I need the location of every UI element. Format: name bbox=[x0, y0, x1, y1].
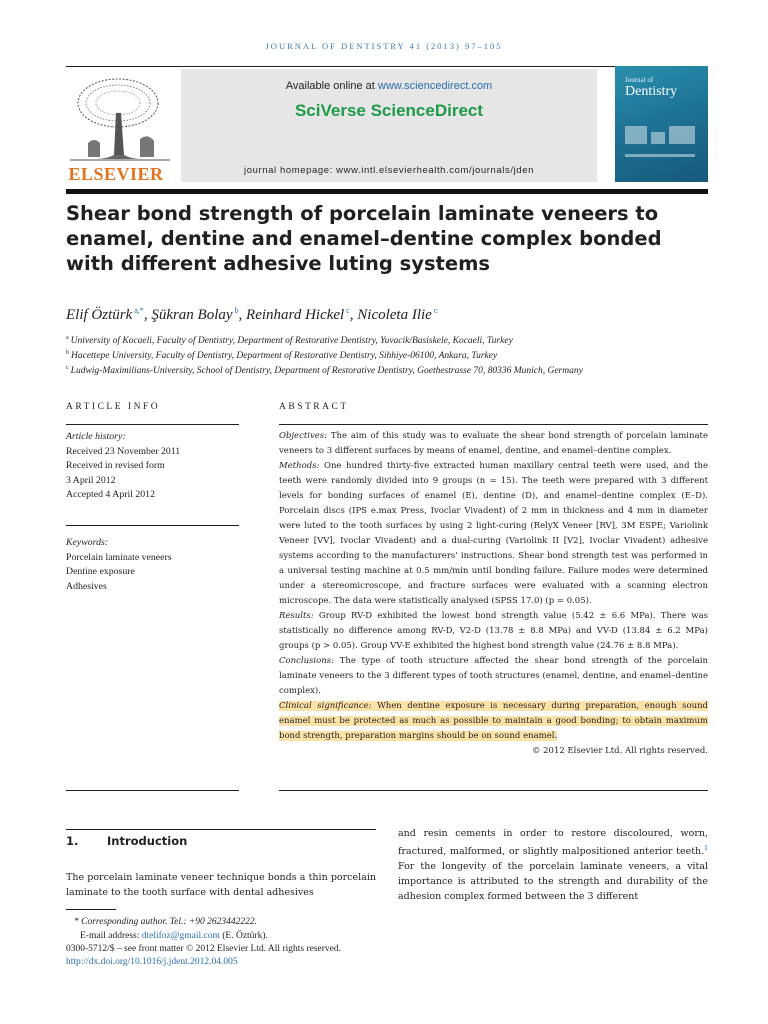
author-name: Şükran Bolay bbox=[151, 307, 233, 323]
email-note: E-mail address: dtelifoz@gmail.com (E. Öztürk). bbox=[80, 931, 268, 941]
abstract-conclusions: Conclusions: The type of tooth structure affected the shear bond strength of the porcelain laminate veneers to the 3 different types of tooth structures (enamel, dentine, and enamel–dentine complex). bbox=[279, 656, 708, 696]
available-prefix: Available online at bbox=[285, 80, 378, 92]
abstract-objectives: Objectives: The aim of this study was to evaluate the shear bond strength of porcelain laminate veneers to 3 different surfaces by means of enamel, dentine, and enamel–dentine complex. bbox=[279, 431, 708, 456]
doi-link[interactable]: http://dx.doi.org/10.1016/j.jdent.2012.04.005 bbox=[66, 957, 238, 967]
cover-small-text: Journal of bbox=[625, 76, 654, 84]
header-rule bbox=[66, 66, 708, 67]
keywords bbox=[66, 536, 241, 594]
history-label: Article history: bbox=[66, 431, 126, 442]
author-list: Elif Öztürk $^{a,*}$, Şükran Bolay $^b$, Reinhard Hickel $^c$, Nicoleta Ilie $^c$ bbox=[66, 306, 438, 323]
elsevier-wordmark: ELSEVIER bbox=[68, 164, 164, 184]
affiliation: $^b$ Hacettepe University, Faculty of Dentistry, Department of Restorative Dentistry, Sihhiye-06100, Ankara, Turkey bbox=[66, 350, 498, 362]
abstract-clinical-significance: Clinical significance: When dentine exposure is necessary during preparation, enough sound enamel must be protected as much as possible to maintain a good bonding; to obtain maximum bond strength, preparation margins should be on sound enamel. bbox=[279, 701, 708, 741]
article-info-heading: ARTICLE INFO bbox=[66, 402, 161, 412]
abstract-results: Results: Group RV-D exhibited the lowest bond strength value (5.42 ± 6.6 MPa). There was statistically no difference among RV-D, V2-D (13.78 ± 8.8 MPa) and VV-D (13.84 ± 6.2 MPa) groups (p > 0.05). Group VV-E exhibited the highest bond strength value (24.76 ± 8.8 MPa). bbox=[279, 611, 708, 651]
history-item: Received in revised form bbox=[66, 460, 165, 471]
author-name: Reinhard Hickel bbox=[246, 307, 345, 323]
corresponding-author-note: * Corresponding author. Tel.: +90 2623442222. bbox=[74, 917, 258, 927]
sciencedirect-link[interactable]: www.sciencedirect.com bbox=[377, 80, 493, 92]
running-header: JOURNAL OF DENTISTRY 41 (2013) 97–105 bbox=[265, 41, 503, 51]
section-number: 1. bbox=[66, 834, 79, 848]
intro-right-column: and resin cements in order to restore discoloured, worn, fractured, malformed, or slightly malpositioned anterior teeth.$^1$ For the longevity of the porcelain laminate veneers, a vital importance is attributed to the strength and durability of the adhesion complex formed between the 3 different bbox=[398, 828, 708, 903]
author-affil-marker[interactable]: c bbox=[433, 306, 438, 315]
sciverse-sciencedirect-logo: SciVerse ScienceDirect bbox=[294, 101, 484, 120]
intro-top-rule bbox=[66, 829, 376, 830]
section-title: Introduction bbox=[107, 834, 188, 848]
cover-title: Dentistry bbox=[625, 84, 678, 99]
author-affil-marker[interactable]: b bbox=[234, 306, 239, 315]
keyword-item: Porcelain laminate veneers bbox=[66, 551, 172, 563]
article-title: Shear bond strength of porcelain laminate veneers to enamel, dentine and enamel–dentine complex bonded with different adhesive luting systems bbox=[66, 202, 662, 275]
affiliation: $^c$ Ludwig-Maximilians-University, School of Dentistry, Department of Restorative Dentistry, Goethestrasse 70, 80336 Munich, Germany bbox=[66, 365, 583, 377]
journal-cover-image bbox=[615, 66, 708, 182]
article-history bbox=[66, 430, 241, 503]
reference-link[interactable]: 1 bbox=[704, 845, 708, 852]
affiliation: $^a$ University of Kocaeli, Faculty of Dentistry, Department of Restorative Dentistry, Yuvacik/Basiskele, Kocaeli, Turkey bbox=[66, 335, 513, 347]
history-item: Received 23 November 2011 bbox=[66, 445, 181, 457]
article-info-rule bbox=[66, 424, 239, 425]
abstract-methods: Methods: One hundred thirty-five extracted human maxillary central teeth were used, and the teeth were randomly divided into 9 groups (n = 15). The teeth were prepared with 3 different levels for bonding surfaces of enamel (E), dentine (D), and enamel–dentine complex (E–D). Porcelain discs (IPS e.max Press, Ivoclar Vivadent) of 2 mm in thickness and 4 mm in diameter were luted to the tooth surfaces by using 2 light-curing (RelyX Veneer [RV], 3M ESPE; Variolink Veneer [VV], Ivoclar Vivadent) and a dual-curing (Variolink II [V2], Ivoclar Vivadent) adhesive systems according to the manufacturers' instructions. Shear bond strength test was performed in a universal testing machine at 0.5 mm/min until bonding failure. Failure modes were determined under a stereomicroscope, and fracture surfaces were evaluated with a scanning electron microscope. The data were statistically analysed (SPSS 17.0) (p = 0.05). bbox=[279, 461, 708, 606]
keyword-item: Adhesives bbox=[66, 580, 107, 592]
author-name: Nicoleta Ilie bbox=[357, 307, 432, 323]
history-item: 3 April 2012 bbox=[66, 474, 116, 486]
available-online bbox=[181, 80, 597, 92]
email-link[interactable]: dtelifoz@gmail.com bbox=[141, 931, 220, 941]
journal-homepage[interactable]: journal homepage: www.intl.elsevierhealth.com/journals/jden bbox=[244, 165, 534, 176]
keywords-label: Keywords: bbox=[66, 537, 109, 548]
issn-note: 0300-5712/$ – see front matter © 2012 Elsevier Ltd. All rights reserved. bbox=[66, 944, 342, 954]
author-affil-marker[interactable]: c bbox=[346, 306, 350, 315]
abstract-copyright: © 2012 Elsevier Ltd. All rights reserved. bbox=[531, 746, 708, 756]
history-item: Accepted 4 April 2012 bbox=[66, 489, 155, 500]
abstract-bottom-rule bbox=[279, 790, 708, 791]
intro-left-column: The porcelain laminate veneer technique bonds a thin porcelain laminate to the tooth surface with dental adhesives bbox=[66, 872, 376, 898]
author-name: Elif Öztürk bbox=[66, 307, 133, 323]
keyword-item: Dentine exposure bbox=[66, 566, 135, 577]
history-rule bbox=[66, 525, 239, 526]
title-rule bbox=[66, 189, 708, 194]
keywords-bottom-rule bbox=[66, 790, 239, 791]
abstract-heading: ABSTRACT bbox=[279, 402, 349, 412]
footnote-rule bbox=[66, 909, 116, 910]
abstract-rule bbox=[279, 424, 708, 425]
author-affil-marker[interactable]: a,* bbox=[134, 306, 144, 315]
abstract-body bbox=[279, 429, 708, 759]
